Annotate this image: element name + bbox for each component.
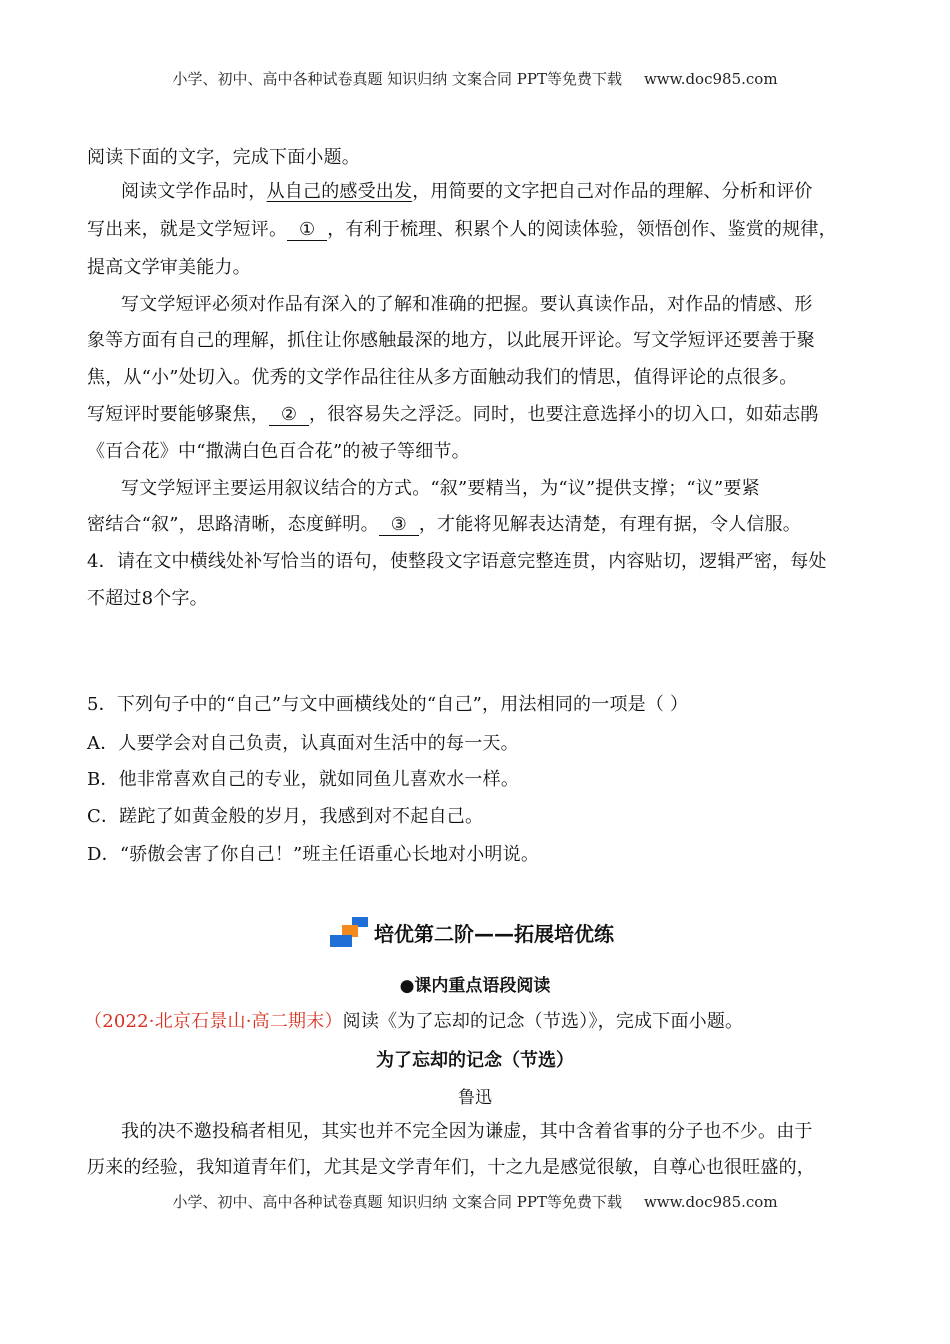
option-d: D．“骄傲会害了你自己！”班主任语重心长地对小明说。 bbox=[87, 844, 540, 865]
option-c: C．蹉跎了如黄金般的岁月，我感到对不起自己。 bbox=[87, 806, 484, 827]
passage-p2-line2: 象等方面有自己的理解，抓住让你感触最深的地方，以此展开评论。写文学短评还要善于聚 bbox=[87, 330, 815, 351]
footer-text: 小学、初中、高中各种试卷真题 知识归纳 文案合同 PPT等免费下载 bbox=[172, 1193, 622, 1211]
section-title-text: 培优第二阶——拓展培优练 bbox=[374, 921, 614, 946]
section-logo-icon bbox=[330, 917, 368, 947]
page-header bbox=[0, 68, 950, 89]
underlined-phrase: 从自己的感受出发 bbox=[266, 181, 413, 202]
article-title: 为了忘却的记念（节选） bbox=[376, 1050, 574, 1071]
passage-p3-line2: 密结合“叙”，思路清晰，态度鲜明。 ③ ，才能将见解表达清楚，有理有据，令人信服。 bbox=[87, 514, 802, 535]
passage-p2-line1: 写文学短评必须对作品有深入的了解和准确的把握。要认真读作品，对作品的情感、形 bbox=[121, 294, 813, 315]
footer-url[interactable]: www.doc985.com bbox=[643, 1193, 778, 1211]
passage-p2-line5: 《百合花》中“撒满白色百合花”的被子等细节。 bbox=[87, 441, 470, 462]
passage-p2-line4: 写短评时要能够聚焦， ② ，很容易失之浮泛。同时，也要注意选择小的切入口，如茹志鹃 bbox=[87, 404, 819, 425]
reading-source-line bbox=[84, 1008, 743, 1036]
blank-3: ③ bbox=[379, 515, 419, 536]
question-4-line1: 4．请在文中横线处补写恰当的语句，使整段文字语意完整连贯，内容贴切，逻辑严密，每处 bbox=[87, 551, 827, 572]
reading-instruction: 阅读《为了忘却的记念（节选）》，完成下面小题。 bbox=[342, 1011, 744, 1032]
passage-p1-line1: 阅读文学作品时，从自己的感受出发，用简要的文字把自己对作品的理解、分析和评价 bbox=[121, 181, 813, 202]
question-5-stem: 5．下列句子中的“自己”与文中画横线处的“自己”，用法相同的一项是（ ） bbox=[87, 694, 689, 715]
passage-p1-line2: 写出来，就是文学短评。 ① ，有利于梳理、积累个人的阅读体验，领悟创作、鉴赏的规律， bbox=[87, 219, 837, 240]
option-b: B．他非常喜欢自己的专业，就如同鱼儿喜欢水一样。 bbox=[87, 769, 520, 790]
blank-1: ① bbox=[287, 220, 327, 241]
section-subtitle: ●课内重点语段阅读 bbox=[399, 976, 551, 996]
article-line2: 历来的经验，我知道青年们，尤其是文学青年们，十之九是感觉很敏，自尊心也很旺盛的， bbox=[87, 1157, 815, 1178]
question-4-line2: 不超过8个字。 bbox=[87, 588, 208, 609]
section-title bbox=[330, 917, 614, 947]
page-footer bbox=[0, 1191, 950, 1212]
header-url[interactable]: www.doc985.com bbox=[643, 70, 778, 88]
passage-p1-line3: 提高文学审美能力。 bbox=[87, 257, 251, 278]
option-a: A．人要学会对自己负责，认真面对生活中的每一天。 bbox=[87, 733, 519, 754]
passage-p3-line1: 写文学短评主要运用叙议结合的方式。“叙”要精当，为“议”提供支撑；“议”要紧 bbox=[121, 478, 760, 499]
article-author: 鲁迅 bbox=[458, 1088, 492, 1108]
article-line1: 我的决不邀投稿者相见，其实也并不完全因为谦虚，其中含着省事的分子也不少。由于 bbox=[121, 1121, 813, 1142]
header-text: 小学、初中、高中各种试卷真题 知识归纳 文案合同 PPT等免费下载 bbox=[172, 70, 622, 88]
intro-line: 阅读下面的文字，完成下面小题。 bbox=[87, 147, 360, 168]
passage-p2-line3: 焦，从“小”处切入。优秀的文学作品往往从多方面触动我们的情思，值得评论的点很多。 bbox=[87, 367, 798, 388]
source-tag: （2022·北京石景山·高二期末） bbox=[84, 1011, 343, 1032]
blank-2: ② bbox=[269, 405, 309, 426]
